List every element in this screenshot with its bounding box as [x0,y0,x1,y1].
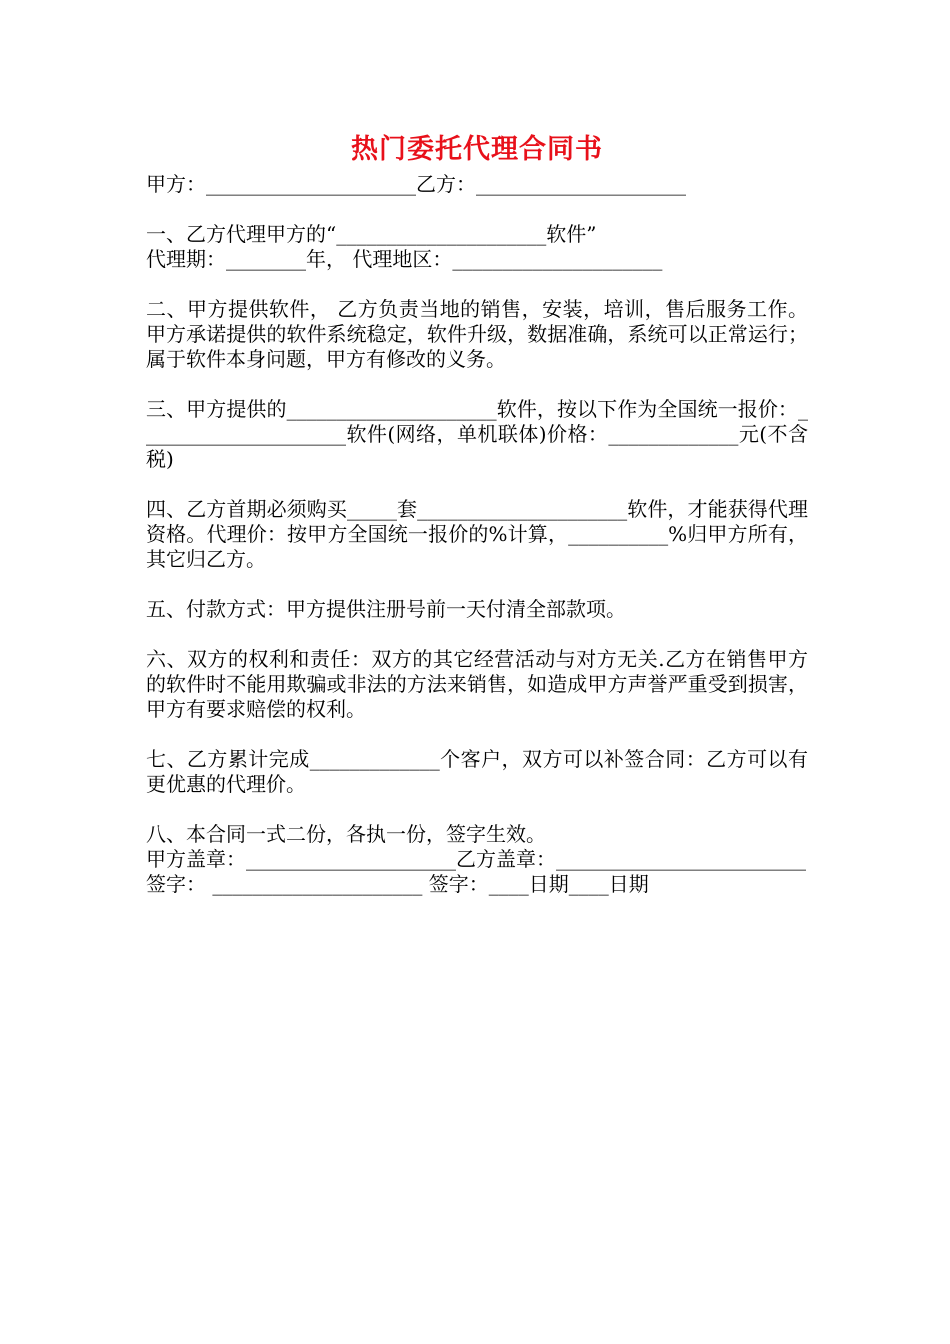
clause-3: 三、甲方提供的_____________________软件，按以下作为全国统一报价：_____________________软件(网络，单机联体)价格：_____________元(不含税) [146,397,808,471]
clause-1-line-1: 一、乙方代理甲方的“_____________________软件” [146,222,597,246]
signature-line: 签字： _____________________ 签字：____日期____日期 [146,872,649,896]
clause-7: 七、乙方累计完成_____________个客户，双方可以补签合同：乙方可以有更优惠的代理价。 [146,747,808,796]
clause-5: 五、付款方式：甲方提供注册号前一天付清全部款项。 [146,597,626,621]
clause-2: 二、甲方提供软件， 乙方负责当地的销售，安装，培训，售后服务工作。甲方承诺提供的软件系统稳定，软件升级，数据准确，系统可以正常运行；属于软件本身问题，甲方有修改的义务。 [146,297,808,371]
contract-page [146,130,808,897]
parties-line: 甲方：_____________________乙方：_____________________ [146,172,686,196]
clause-8: 八、本合同一式二份，各执一份，签字生效。 [146,822,546,846]
seal-line: 甲方盖章：_____________________乙方盖章：_________________________ [146,847,806,871]
clause-1-line-2: 代理期：________年， 代理地区：_____________________ [146,247,663,271]
document-title: 热门委托代理合同书 [351,134,603,165]
clause-6: 六、双方的权利和责任：双方的其它经营活动与对方无关.乙方在销售甲方的软件时不能用欺骗或非法的方法来销售，如造成甲方声誉严重受到损害，甲方有要求赔偿的权利。 [146,647,808,721]
clause-4: 四、乙方首期必须购买_____套_____________________软件，才能获得代理资格。代理价：按甲方全国统一报价的%计算，__________%归甲方所有，其它归乙方。 [146,497,808,571]
